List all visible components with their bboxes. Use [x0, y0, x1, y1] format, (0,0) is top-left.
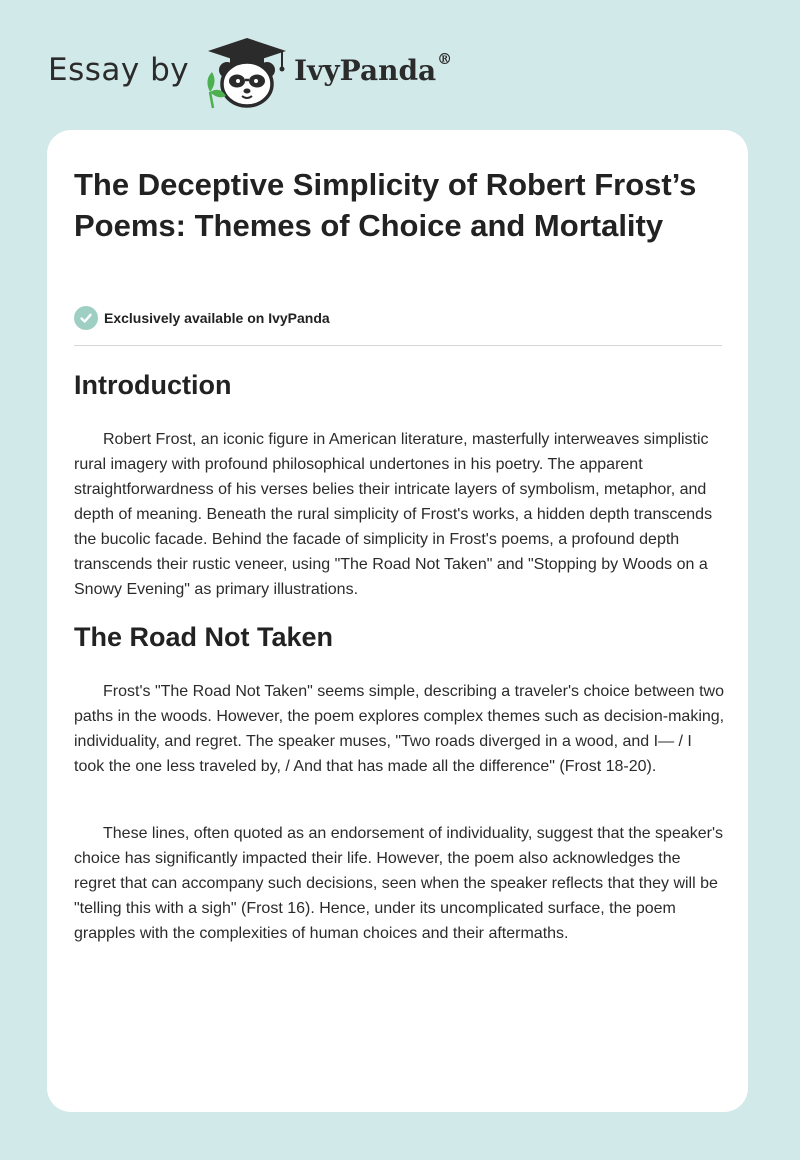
- page-title: The Deceptive Simplicity of Robert Frost’s Poems: Themes of Choice and Mortality: [74, 167, 697, 243]
- exclusive-badge: [74, 305, 330, 331]
- check-circle-icon: [74, 306, 98, 330]
- paragraph-introduction: Robert Frost, an iconic figure in American literature, masterfully interweaves simplistic rural imagery with profound philosophical undertones in his poetry. The apparent straightforwardness of his verses belies their intricate layers of symbolism, metaphor, and depth of meaning. Beneath the rural simplicity of Frost's works, a hidden depth transcends the bucolic facade. Behind the facade of simplicity in Frost's poems, a profound depth transcends their rustic veneer, using "The Road Not Taken" and "Stopping by Woods on a Snowy Evening" as primary illustrations.: [74, 431, 713, 598]
- brand-name: [294, 50, 453, 87]
- brand-name-text: IvyPanda: [294, 54, 437, 87]
- paragraph-road-2: These lines, often quoted as an endorsement of individuality, suggest that the speaker's choice has significantly impacted their life. However, the poem also acknowledges the regret that can accompany such decisions, seen when the speaker reflects that they will be "telling this with a sigh" (Frost 16). Hence, under its uncomplicated surface, the poem grapples with the complexities of human choices and their aftermaths.: [74, 825, 724, 942]
- registered-mark: ®: [437, 50, 453, 68]
- panda-graduate-icon: [202, 34, 292, 110]
- brand-header[interactable]: [48, 34, 508, 110]
- section-heading-road-not-taken: The Road Not Taken: [74, 622, 334, 652]
- divider: [74, 345, 722, 346]
- paragraph-road-1: Frost's "The Road Not Taken" seems simple, describing a traveler's choice between two paths in the woods. However, the poem explores complex themes such as decision-making, individuality, and regret. The speaker muses, "Two roads diverged in a wood, and I— / I took the one less traveled by, / And that has made all the difference" (Frost 18-20).: [74, 683, 725, 775]
- brand-prefix: Essay by: [48, 52, 190, 88]
- badge-label: Exclusively available on IvyPanda: [104, 310, 330, 326]
- section-heading-introduction: Introduction: [74, 370, 232, 400]
- essay-card: [47, 130, 748, 1112]
